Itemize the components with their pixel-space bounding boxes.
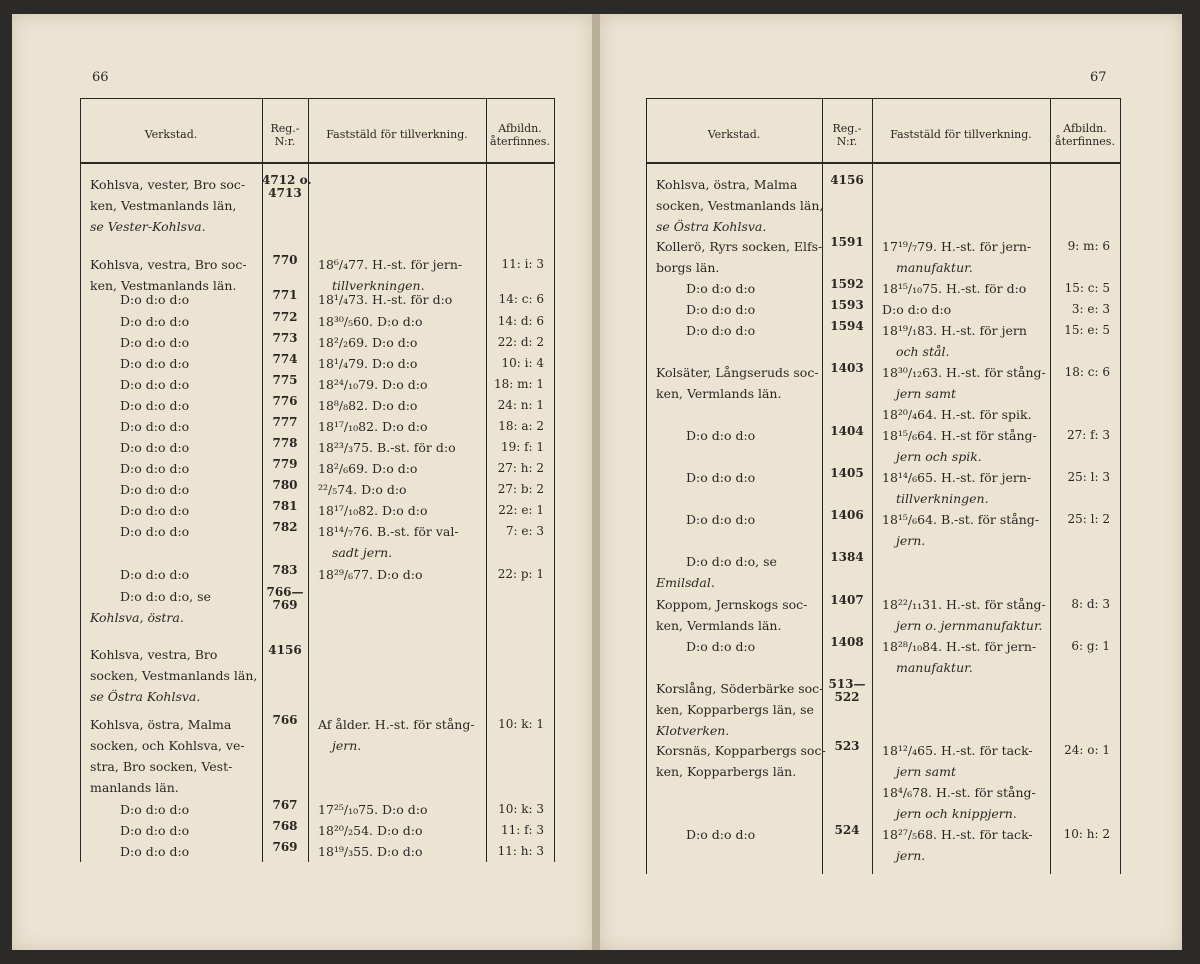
faststald-line: 18²/₆69. D:o d:o <box>318 461 418 476</box>
faststald-line: 18¹/₄73. H.-st. för d:o <box>318 292 453 307</box>
afbildn-ref: 27: f: 3 <box>1066 428 1110 442</box>
header-faststald: Faststäld för tillverkning. <box>326 128 468 141</box>
header-verkstad: Verkstad. <box>144 128 198 141</box>
page-number: 66 <box>92 70 109 85</box>
reg-number: 767 <box>272 798 298 812</box>
verkstad-line: D:o d:o d:o <box>120 377 190 392</box>
afbildn-ref: 19: f: 1 <box>500 440 544 454</box>
verkstad-line: manlands län. <box>90 780 179 795</box>
reg-number: 1407 <box>830 593 864 607</box>
reg-number: 783 <box>272 563 298 577</box>
faststald-line: 18¹⁷/₁₀82. D:o d:o <box>318 419 428 434</box>
faststald-line: 18¹⁷/₁₀82. D:o d:o <box>318 503 428 518</box>
verkstad-line: Kolsäter, Långseruds soc- <box>656 365 819 380</box>
verkstad-line: D:o d:o d:o <box>686 428 756 443</box>
verkstad-line: se Vester-Kohlsva. <box>90 219 206 234</box>
afbildn-ref: 27: h: 2 <box>497 461 544 475</box>
verkstad-line: Kohlsva, östra. <box>90 610 184 625</box>
reg-number: 513— 522 <box>828 677 866 704</box>
verkstad-line: ken, Kopparbergs län. <box>656 764 797 779</box>
reg-number: 1592 <box>830 277 864 291</box>
verkstad-line: D:o d:o d:o <box>686 323 756 338</box>
reg-number: 772 <box>272 310 298 324</box>
reg-number: 775 <box>272 373 298 387</box>
faststald-line: 18²²/₁₁31. H.-st. för stång- <box>882 597 1046 612</box>
verkstad-line: ken, Vermlands län. <box>656 386 782 401</box>
faststald-line: 18²⁷/₅68. H.-st. för tack- <box>882 827 1033 842</box>
faststald-line: 18²⁸/₁₀84. H.-st. för jern- <box>882 639 1037 654</box>
verkstad-line: D:o d:o d:o <box>120 292 190 307</box>
verkstad-line: Korslång, Söderbärke soc- <box>656 681 824 696</box>
header-faststald: Faststäld för tillverkning. <box>890 128 1032 141</box>
verkstad-line: Kohlsva, vestra, Bro soc- <box>90 257 247 272</box>
verkstad-line: Korsnäs, Kopparbergs soc- <box>656 743 826 758</box>
reg-number: 524 <box>834 823 860 837</box>
header-verkstad: Verkstad. <box>707 128 761 141</box>
verkstad-line: Kohlsva, vestra, Bro <box>90 647 218 662</box>
faststald-line: sadt jern. <box>332 545 393 560</box>
reg-number: 779 <box>272 457 298 471</box>
faststald-line: 18²⁰/₂54. D:o d:o <box>318 823 423 838</box>
afbildn-ref: 14: c: 6 <box>498 292 544 306</box>
reg-number: 1408 <box>830 635 864 649</box>
reg-number: 769 <box>272 840 298 854</box>
page-number: 67 <box>1090 70 1107 85</box>
faststald-line: ²²/₅74. D:o d:o <box>318 482 407 497</box>
reg-number: 1404 <box>830 424 864 438</box>
afbildn-ref: 11: i: 3 <box>501 257 544 271</box>
reg-number: 4156 <box>830 173 864 187</box>
faststald-line: 18⁸/₈82. D:o d:o <box>318 398 418 413</box>
faststald-line: jern och spik. <box>896 449 982 464</box>
afbildn-ref: 22: e: 1 <box>498 503 544 517</box>
faststald-line: 18³⁰/₁₂63. H.-st. för stång- <box>882 365 1046 380</box>
verkstad-line: D:o d:o d:o <box>686 281 756 296</box>
reg-number: 778 <box>272 436 298 450</box>
faststald-line: tillverkningen. <box>332 278 425 293</box>
reg-number: 766— 769 <box>266 585 304 612</box>
faststald-line: 18³⁰/₅60. D:o d:o <box>318 314 423 329</box>
faststald-line: D:o d:o d:o <box>882 302 952 317</box>
verkstad-line: D:o d:o d:o <box>686 470 756 485</box>
verkstad-line: Koppom, Jernskogs soc- <box>656 597 808 612</box>
afbildn-ref: 10: k: 3 <box>498 802 544 816</box>
faststald-line: 17¹⁹/₇79. H.-st. för jern- <box>882 239 1032 254</box>
header-afbildn: Afbildn. återfinnes. <box>490 122 550 148</box>
verkstad-line: ken, Vestmanlands län. <box>90 278 237 293</box>
faststald-line: tillverkningen. <box>896 491 989 506</box>
verkstad-line: Emilsdal. <box>656 575 715 590</box>
reg-number: 768 <box>272 819 298 833</box>
faststald-line: 18¹⁴/₆65. H.-st. för jern- <box>882 470 1032 485</box>
verkstad-line: D:o d:o d:o <box>120 503 190 518</box>
verkstad-line: D:o d:o d:o <box>120 398 190 413</box>
verkstad-line: stra, Bro socken, Vest- <box>90 759 233 774</box>
verkstad-line: D:o d:o d:o <box>120 440 190 455</box>
verkstad-line: se Östra Kohlsva. <box>90 689 201 704</box>
verkstad-line: D:o d:o d:o <box>120 802 190 817</box>
reg-number: 1406 <box>830 508 864 522</box>
verkstad-line: se Östra Kohlsva. <box>656 219 767 234</box>
verkstad-line: socken, Vestmanlands län, <box>656 198 824 213</box>
faststald-line: jern och knippjern. <box>896 806 1017 821</box>
afbildn-ref: 24: o: 1 <box>1064 743 1110 757</box>
verkstad-line: ken, Kopparbergs län, se <box>656 702 814 717</box>
faststald-line: 18¹⁵/₁₀75. H.-st. för d:o <box>882 281 1027 296</box>
reg-number: 776 <box>272 394 298 408</box>
faststald-line: 18¹⁵/₆64. B.-st. för stång- <box>882 512 1040 527</box>
table-top-rule <box>80 98 554 99</box>
reg-number: 773 <box>272 331 298 345</box>
column-rule <box>554 98 555 862</box>
faststald-line: jern o. jernmanufaktur. <box>896 618 1043 633</box>
faststald-line: 18¹⁴/₇76. B.-st. för val- <box>318 524 459 539</box>
column-rule <box>646 98 647 874</box>
reg-number: 774 <box>272 352 298 366</box>
verkstad-line: D:o d:o d:o <box>686 302 756 317</box>
afbildn-ref: 10: k: 1 <box>498 717 544 731</box>
afbildn-ref: 18: c: 6 <box>1064 365 1110 379</box>
afbildn-ref: 10: h: 2 <box>1063 827 1110 841</box>
verkstad-line: socken, och Kohlsva, ve- <box>90 738 245 753</box>
afbildn-ref: 3: e: 3 <box>1071 302 1110 316</box>
column-rule <box>308 98 309 862</box>
header-afbildn: Afbildn. återfinnes. <box>1055 122 1115 148</box>
verkstad-line: D:o d:o d:o <box>686 639 756 654</box>
afbildn-ref: 10: i: 4 <box>501 356 544 370</box>
verkstad-line: D:o d:o d:o <box>120 567 190 582</box>
faststald-line: och stål. <box>896 344 950 359</box>
afbildn-ref: 25: l: 3 <box>1067 470 1110 484</box>
left-page <box>12 14 592 950</box>
afbildn-ref: 18: m: 1 <box>494 377 544 391</box>
verkstad-line: D:o d:o d:o <box>120 335 190 350</box>
faststald-line: 18¹⁵/₆64. H.-st för stång- <box>882 428 1037 443</box>
verkstad-line: ken, Vestmanlands län, <box>90 198 237 213</box>
reg-number: 1591 <box>830 235 864 249</box>
book-gutter <box>592 14 600 950</box>
faststald-line: 18²/₂69. D:o d:o <box>318 335 418 350</box>
verkstad-line: borgs län. <box>656 260 720 275</box>
reg-number: 4712 o. 4713 <box>262 173 312 200</box>
afbildn-ref: 6: g: 1 <box>1071 639 1110 653</box>
afbildn-ref: 15: c: 5 <box>1064 281 1110 295</box>
header-reg: Reg.- N:r. <box>270 122 300 148</box>
reg-number: 777 <box>272 415 298 429</box>
afbildn-ref: 24: n: 1 <box>497 398 544 412</box>
afbildn-ref: 14: d: 6 <box>497 314 544 328</box>
afbildn-ref: 18: a: 2 <box>498 419 544 433</box>
reg-number: 1594 <box>830 319 864 333</box>
afbildn-ref: 7: e: 3 <box>505 524 544 538</box>
faststald-line: 18²⁰/₄64. H.-st. för spik. <box>882 407 1032 422</box>
reg-number: 781 <box>272 499 298 513</box>
afbildn-ref: 25: l: 2 <box>1067 512 1110 526</box>
header-reg: Reg.- N:r. <box>832 122 862 148</box>
verkstad-line: socken, Vestmanlands län, <box>90 668 258 683</box>
verkstad-line: D:o d:o d:o <box>686 512 756 527</box>
afbildn-ref: 11: f: 3 <box>500 823 544 837</box>
verkstad-line: Kohlsva, östra, Malma <box>90 717 232 732</box>
afbildn-ref: 8: d: 3 <box>1071 597 1110 611</box>
faststald-line: 18⁴/₆78. H.-st. för stång- <box>882 785 1036 800</box>
verkstad-line: D:o d:o d:o, se <box>120 589 211 604</box>
faststald-line: 18²³/₃75. B.-st. för d:o <box>318 440 456 455</box>
reg-number: 771 <box>272 288 298 302</box>
verkstad-line: Kohlsva, vester, Bro soc- <box>90 177 246 192</box>
verkstad-line: D:o d:o d:o <box>120 461 190 476</box>
faststald-line: manufaktur. <box>896 260 973 275</box>
faststald-line: 18¹⁹/₃55. D:o d:o <box>318 844 423 859</box>
reg-number: 523 <box>834 739 860 753</box>
afbildn-ref: 22: d: 2 <box>497 335 544 349</box>
reg-number: 4156 <box>268 643 302 657</box>
faststald-line: 18¹⁹/₁83. H.-st. för jern <box>882 323 1027 338</box>
right-page <box>600 14 1182 950</box>
verkstad-line: D:o d:o d:o <box>120 524 190 539</box>
faststald-line: jern samt <box>896 386 957 401</box>
verkstad-line: D:o d:o d:o <box>686 827 756 842</box>
reg-number: 782 <box>272 520 298 534</box>
faststald-line: 18¹/₄79. D:o d:o <box>318 356 418 371</box>
reg-number: 770 <box>272 253 298 267</box>
column-rule <box>872 98 873 874</box>
column-rule <box>1120 98 1121 874</box>
reg-number: 1405 <box>830 466 864 480</box>
faststald-line: jern. <box>896 533 926 548</box>
verkstad-line: D:o d:o d:o <box>120 482 190 497</box>
faststald-line: 18¹²/₄65. H.-st. för tack- <box>882 743 1033 758</box>
header-bottom-rule <box>80 162 554 164</box>
header-bottom-rule <box>646 162 1120 164</box>
verkstad-line: D:o d:o d:o <box>120 314 190 329</box>
verkstad-line: ken, Vermlands län. <box>656 618 782 633</box>
faststald-line: 18⁶/₄77. H.-st. för jern- <box>318 257 463 272</box>
reg-number: 1403 <box>830 361 864 375</box>
faststald-line: jern. <box>896 848 926 863</box>
faststald-line: 18²⁹/₆77. D:o d:o <box>318 567 423 582</box>
faststald-line: jern. <box>332 738 362 753</box>
verkstad-line: Kollerö, Ryrs socken, Elfs- <box>656 239 823 254</box>
faststald-line: Af ålder. H.-st. för stång- <box>318 717 475 732</box>
verkstad-line: D:o d:o d:o <box>120 844 190 859</box>
verkstad-line: Kohlsva, östra, Malma <box>656 177 798 192</box>
verkstad-line: D:o d:o d:o <box>120 356 190 371</box>
verkstad-line: Klotverken. <box>656 723 730 738</box>
afbildn-ref: 27: b: 2 <box>497 482 544 496</box>
column-rule <box>80 98 81 862</box>
afbildn-ref: 22: p: 1 <box>497 567 544 581</box>
verkstad-line: D:o d:o d:o <box>120 419 190 434</box>
verkstad-line: D:o d:o d:o, se <box>686 554 777 569</box>
faststald-line: 18²⁴/₁₀79. D:o d:o <box>318 377 428 392</box>
faststald-line: 17²⁵/₁₀75. D:o d:o <box>318 802 428 817</box>
reg-number: 1593 <box>830 298 864 312</box>
afbildn-ref: 11: h: 3 <box>497 844 544 858</box>
afbildn-ref: 15: e: 5 <box>1064 323 1110 337</box>
afbildn-ref: 9: m: 6 <box>1067 239 1110 253</box>
faststald-line: manufaktur. <box>896 660 973 675</box>
reg-number: 1384 <box>830 550 864 564</box>
verkstad-line: D:o d:o d:o <box>120 823 190 838</box>
table-top-rule <box>646 98 1120 99</box>
faststald-line: jern samt <box>896 764 957 779</box>
reg-number: 766 <box>272 713 298 727</box>
reg-number: 780 <box>272 478 298 492</box>
